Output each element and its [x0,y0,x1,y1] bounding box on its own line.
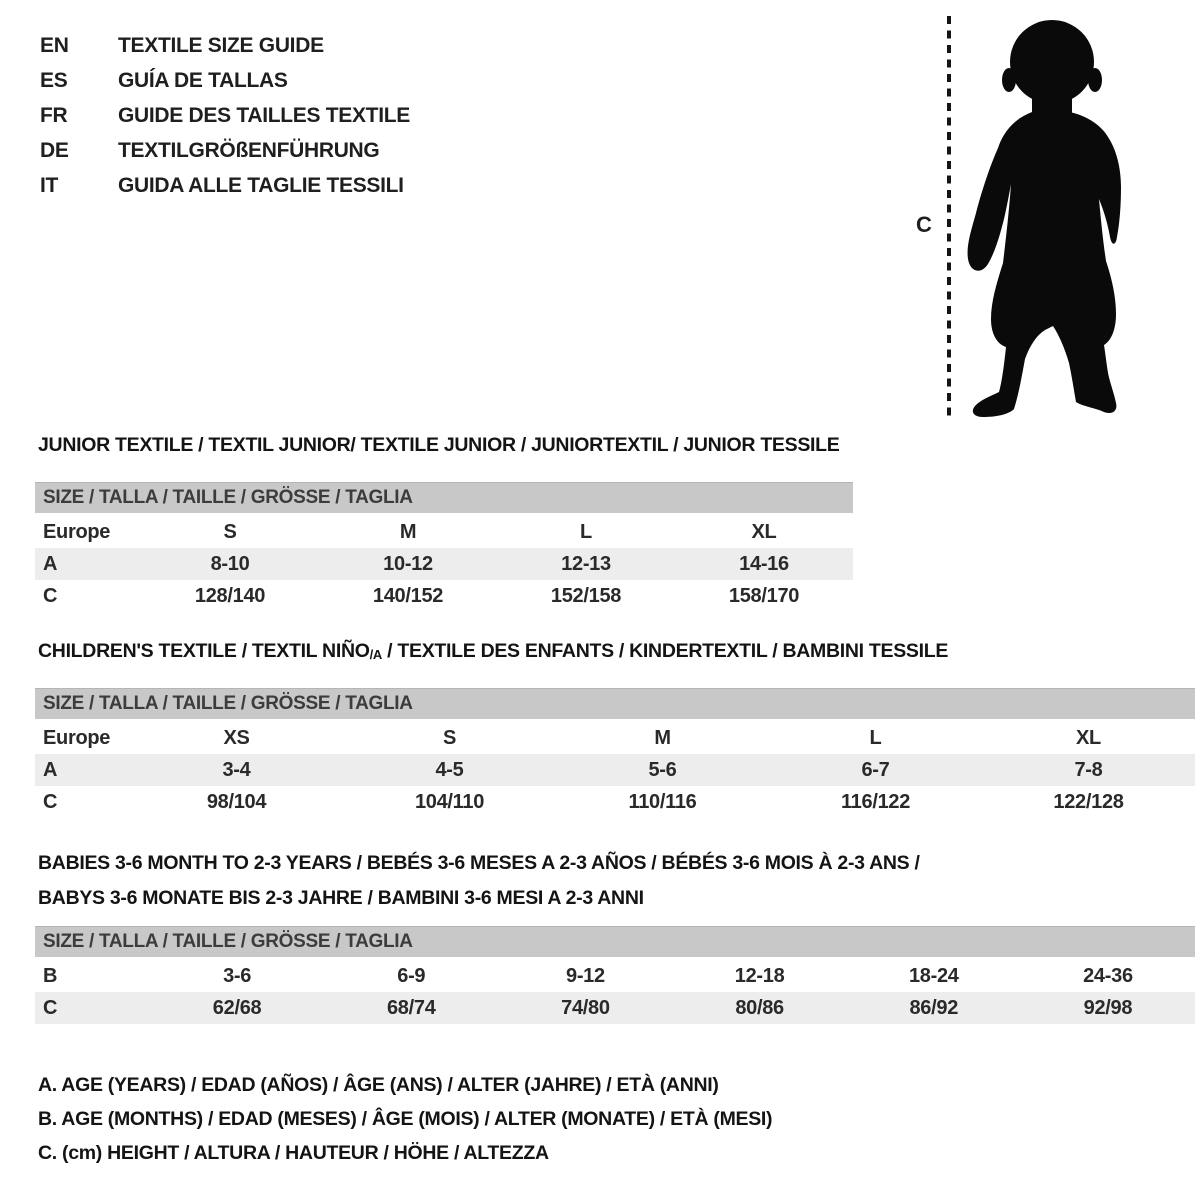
height-cell: 92/98 [1083,996,1133,1019]
children-section-title [38,640,948,663]
height-cell: 128/140 [194,584,266,607]
row-label: Europe [43,520,111,543]
row-label: C [43,584,58,607]
legend-line-c: C. (cm) HEIGHT / ALTURA / HAUTEUR / HÖHE / ALTEZZA [38,1142,549,1164]
size-cell: M [654,726,671,749]
height-cell: 86/92 [909,996,959,1019]
guide-title-it: GUIDA ALLE TAGLIE TESSILI [118,173,404,197]
row-label: B [43,964,58,987]
lang-code: ES [40,68,68,92]
height-dashed-line [946,16,952,418]
months-cell: 9-12 [566,964,605,987]
age-cell: 7-8 [1074,758,1103,781]
height-cell: 116/122 [840,790,911,813]
junior-size-table [35,482,853,612]
children-title-suffix: / TEXTILE DES ENFANTS / KINDERTEXTIL / BAMBINI TESSILE [382,640,949,662]
height-cell: 122/128 [1053,790,1124,813]
lang-row-de [40,133,410,168]
height-cell: 80/86 [735,996,784,1019]
height-cell: 104/110 [414,790,485,813]
age-cell: 10-12 [383,552,433,575]
months-cell: 6-9 [397,964,426,987]
height-cell: 68/74 [386,996,436,1019]
babies-title-line1: BABIES 3-6 MONTH TO 2-3 YEARS / BEBÉS 3-6 MESES A 2-3 AÑOS / BÉBÉS 3-6 MOIS À 2-3 ANS / [38,852,920,874]
age-cell: 3-4 [222,758,251,781]
age-cell: 14-16 [739,552,789,575]
babies-size-header-bar: SIZE / TALLA / TAILLE / GRÖSSE / TAGLIA [35,926,1195,957]
row-label: Europe [43,726,111,749]
guide-title-es: GUÍA DE TALLAS [118,68,288,92]
size-cell: XL [751,520,777,543]
row-label: C [43,996,58,1019]
babies-row-height [35,992,1195,1024]
age-cell: 5-6 [648,758,677,781]
size-cell: L [580,520,592,543]
height-cell: 152/158 [550,584,622,607]
months-cell: 18-24 [908,964,959,987]
age-cell: 6-7 [861,758,890,781]
row-label: A [43,552,58,575]
row-label: C [43,790,58,813]
months-cell: 24-36 [1083,964,1133,987]
junior-row-height [35,580,853,612]
lang-code: IT [40,173,59,197]
legend-line-b: B. AGE (MONTHS) / EDAD (MESES) / ÂGE (MOIS) / ALTER (MONATE) / ETÀ (MESI) [38,1108,773,1130]
height-cell: 140/152 [372,584,444,607]
junior-row-europe [35,516,853,548]
legend-block [38,1068,772,1170]
children-size-table [35,688,1195,818]
children-title-subscript: /A [369,647,383,662]
legend-line-a: A. AGE (YEARS) / EDAD (AÑOS) / ÂGE (ANS) / ALTER (JAHRE) / ETÀ (ANNI) [38,1074,719,1096]
height-cell: 98/104 [206,790,267,813]
guide-title-en: TEXTILE SIZE GUIDE [118,33,324,57]
age-cell: 12-13 [561,552,611,575]
babies-section-title [38,846,920,916]
height-cell: 62/68 [212,996,262,1019]
toddler-silhouette-icon [964,16,1136,420]
children-row-height [35,786,1195,818]
height-cell: 74/80 [561,996,610,1019]
babies-size-table [35,926,1195,1024]
children-row-age [35,754,1195,786]
lang-code: DE [40,138,69,162]
height-cell: 110/116 [628,790,697,813]
height-cell: 158/170 [728,584,800,607]
language-header-block [40,28,410,203]
guide-title-de: TEXTILGRÖßENFÜHRUNG [118,138,380,162]
size-cell: M [399,520,417,543]
children-row-europe [35,722,1195,754]
size-cell: S [223,520,237,543]
age-cell: 4-5 [435,758,464,781]
row-label: A [43,758,58,781]
children-size-header-bar: SIZE / TALLA / TAILLE / GRÖSSE / TAGLIA [35,688,1195,719]
height-measure-label-c: C [916,212,932,237]
children-title-prefix: CHILDREN'S TEXTILE / TEXTIL NIÑO [38,640,370,662]
lang-row-es [40,63,410,98]
lang-code: FR [40,103,68,127]
months-cell: 3-6 [223,964,252,987]
junior-section-title: JUNIOR TEXTILE / TEXTIL JUNIOR/ TEXTILE JUNIOR / JUNIORTEXTIL / JUNIOR TESSILE [38,434,840,456]
babies-row-months [35,960,1195,992]
age-cell: 8-10 [210,552,250,575]
lang-row-fr [40,98,410,133]
size-cell: L [869,726,882,749]
lang-row-en [40,28,410,63]
size-cell: XS [223,726,250,749]
junior-size-header-bar: SIZE / TALLA / TAILLE / GRÖSSE / TAGLIA [35,482,853,513]
size-cell: XL [1076,726,1101,749]
junior-row-age [35,548,853,580]
months-cell: 12-18 [734,964,785,987]
lang-code: EN [40,33,69,57]
guide-title-fr: GUIDE DES TAILLES TEXTILE [118,103,410,127]
size-cell: S [442,726,457,749]
lang-row-it [40,168,410,203]
babies-title-line2: BABYS 3-6 MONATE BIS 2-3 JAHRE / BAMBINI 3-6 MESI A 2-3 ANNI [38,887,644,909]
